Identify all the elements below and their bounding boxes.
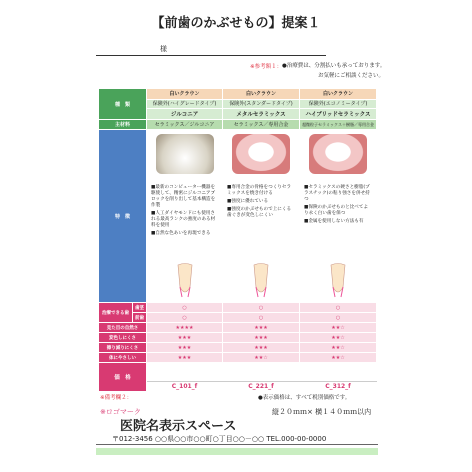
clinic-name: 医院名表示スペース (120, 419, 237, 434)
col1-tooth (147, 262, 223, 303)
col1-bite1: ○ (147, 303, 223, 313)
tooth-diagram-icon (325, 263, 351, 299)
label-price: 価 格 (99, 363, 147, 392)
tooth-diagram-icon (248, 263, 274, 299)
col2-code: C_221_f (223, 382, 300, 392)
col2-wear: ★★★ (223, 343, 300, 353)
mouth-photo (232, 134, 290, 174)
label-material: 主材料 (99, 120, 147, 130)
feature-text: ■金属を使用しない方法も有 (304, 219, 364, 224)
comparison-table (98, 88, 377, 392)
label-bite2: 前歯 (133, 313, 147, 323)
col3-price (300, 363, 377, 382)
col1-header: 白いクラウン (147, 89, 223, 100)
col1-wear: ★★★ (147, 343, 223, 353)
note2-label: ※備考欄２： (100, 395, 133, 401)
col3-natural: ★★☆ (300, 323, 377, 333)
label-discolor: 変色しにくさ (99, 333, 147, 343)
feature-text: ■強度のかぶせもので上にくる歯ぐきが変色しにくい (227, 207, 292, 218)
label-body: 体にやさしい (99, 353, 147, 363)
col3-name: ハイブリッドセラミックス (300, 109, 377, 120)
col1-photo (147, 130, 223, 179)
crown-photo (156, 134, 214, 174)
patient-suffix: 様 (160, 45, 167, 53)
label-natural: 見た目の自然さ (99, 323, 147, 333)
feature-text: ■専用合金の骨格をつくりセラミックスを焼き付ける (227, 185, 292, 196)
note2-text: ●表示価格は、すべて税別価格です。 (258, 395, 351, 401)
feature-text: ■人工ダイヤモンドにも使用される最高ランクの強度のある材料を使用 (151, 211, 216, 228)
col2-bite1: ○ (223, 303, 300, 313)
feature-text: ■自然な色あいを再現できる (151, 231, 211, 236)
col2-bite2: ○ (223, 313, 300, 323)
label-kind: 種 類 (99, 89, 147, 120)
note1-line2: お気軽にご相談ください。 (318, 73, 385, 79)
col2-type: 保険外(スタンダードタイプ) (223, 99, 300, 109)
label-features: 特 徴 (99, 130, 147, 303)
address-divider (96, 444, 378, 445)
col2-name: メタルセラミックス (223, 109, 300, 120)
col3-photo (300, 130, 377, 179)
feature-text: ■最新のコンピューター機器を駆使して、精密にジルコニアブロックを削り出して基本構造を作製 (151, 185, 216, 208)
col3-type: 保険外(エコノミータイプ) (300, 99, 377, 109)
col2-material: セラミックス／専用合金 (223, 120, 300, 130)
footer-bar (96, 448, 378, 455)
size-note: 縦２０ｍｍ× 横１４０ｍｍ以内 (272, 408, 372, 416)
label-wear: 擦り減りにくさ (99, 343, 147, 353)
feature-text: ■セラミックスの硬さと樹脂(プラスチック)の粘り強さを併せ持つ (304, 185, 370, 202)
col3-bite1: ○ (300, 303, 377, 313)
col3-features (300, 179, 377, 262)
col3-bite2: ○ (300, 313, 377, 323)
col1-name: ジルコニア (147, 109, 223, 120)
col2-features (223, 179, 300, 262)
label-treatable-teeth: 治療できる歯 (99, 303, 133, 323)
col1-natural: ★★★★ (147, 323, 223, 333)
col2-photo (223, 130, 300, 179)
col3-tooth (300, 262, 377, 303)
col2-price (223, 363, 300, 382)
col1-bite2: ○ (147, 313, 223, 323)
col3-code: C_312_f (300, 382, 377, 392)
col3-body: ★★☆ (300, 353, 377, 363)
col1-code: C_101_f (147, 382, 223, 392)
col2-natural: ★★★ (223, 323, 300, 333)
logo-placeholder: ※ロゴマーク (100, 408, 141, 416)
note1-label: ※参考額１： (250, 64, 283, 70)
clinic-address: 〒012-3456 ○○県○○市○○町○丁目○○－○○ TEL.000-00-0000 (112, 435, 327, 443)
col1-material: セラミックス／ジルコニア (147, 120, 223, 130)
col3-wear: ★★☆ (300, 343, 377, 353)
col2-body: ★★☆ (223, 353, 300, 363)
page-title: 【前歯のかぶせもの】提案１ (151, 16, 321, 31)
col1-price (147, 363, 223, 382)
col2-header: 白いクラウン (223, 89, 300, 100)
feature-text: ■強度に優れている (227, 199, 269, 204)
mouth-photo (309, 134, 367, 174)
note1-line1: ●治療費は、分割払いも承っております。 (282, 63, 386, 69)
label-bite1: 歯茎 (133, 303, 147, 313)
col1-features (147, 179, 223, 262)
col3-material: 超微粒子セラミックス＋樹脂／専用合金 (300, 120, 377, 130)
col3-discolor: ★★☆ (300, 333, 377, 343)
col3-header: 白いクラウン (300, 89, 377, 100)
col1-type: 保険外(ハイグレードタイプ) (147, 99, 223, 109)
col2-tooth (223, 262, 300, 303)
tooth-diagram-icon (172, 263, 198, 299)
patient-name-line (96, 55, 326, 56)
col1-body: ★★★ (147, 353, 223, 363)
col2-discolor: ★★★ (223, 333, 300, 343)
feature-text: ■保険のかぶせものと比べてより永く白い歯を保つ (304, 205, 369, 216)
col1-discolor: ★★★ (147, 333, 223, 343)
